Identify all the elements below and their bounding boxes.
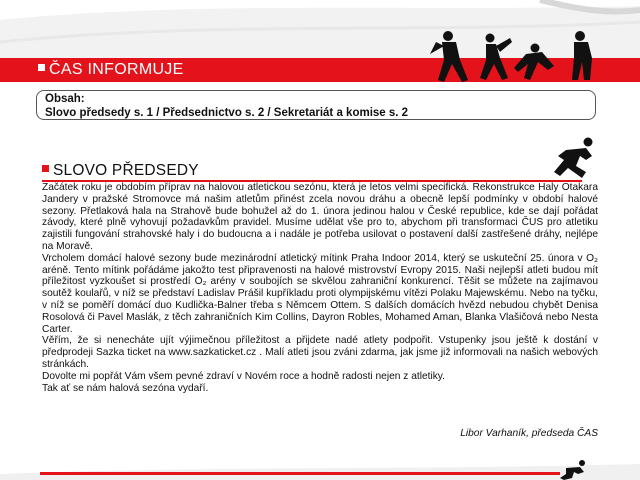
athletes-silhouette-icon xyxy=(430,28,600,84)
toc-label: Obsah: xyxy=(45,93,85,105)
article-paragraph: Tak ať se nám halová sezóna vydaří. xyxy=(42,382,209,394)
article-paragraph: Vrcholem domácí halové sezony bude mezinárodní atletický mítink Praha Indoor 2014, který se uskuteční 25. února v O₂ aréně. Tento mítink pořádáme jakožto test připravenosti na halové mistrovství Evropy 2015. Naši nejlepší atleti budou mít příležitost vyzkoušet si prostředí O₂ arény v soubojích se skvělou zahraniční konkurencí. Těšit se můžete na zajímavou soutěž koulařů, v níž se představí Ladislav Prášil kupříkladu proti olympijskému vítězi Polaku Majewskému. Nebo na tyčku, v níž se poměří domácí duo Kudlička-Balner třeba s Němcem Ottem. S dalších domácích hvězd nebudou chybět Denisa Rosolová či Pavel Maslák, z těch zahraničních Kim Collins, Dayron Robles, Mohamed Aman, Blanka Vlašičová nebo Nesta Carter. xyxy=(42,252,598,335)
page-title-text: ČAS INFORMUJE xyxy=(49,61,184,78)
article-body xyxy=(42,182,598,394)
table-of-contents-box xyxy=(36,90,596,120)
section-heading xyxy=(42,162,199,180)
bullet-square-icon xyxy=(42,165,49,172)
article-paragraph: Dovolte mi popřát Vám všem pevné zdraví v Novém roce a hodně radosti nejen z atletiky. xyxy=(42,370,445,382)
article-paragraph: Věřím, že si nenecháte ujít výjimečnou příležitost a přijdete nadé atlety podpořit. Vstupenky jsou ještě k dostání v předprodeji Sazka ticket na www.sazkaticket.cz . Malí atleti jsou zváni zdarma, jak jsme již informovali na našich webových stránkách. xyxy=(42,335,598,370)
toc-items: Slovo předsedy s. 1 / Předsednictvo s. 2 / Sekretariát a komise s. 2 xyxy=(45,107,409,119)
bottom-decoration xyxy=(0,460,640,480)
article-paragraph: Začátek roku je obdobím příprav na halovou atletickou sezónu, která je letos velmi specifická. Rekonstrukce Haly Otakara Jandery v pražské Stromovce má našim atletům přinést zcela novou dráhu a obecně lepší podmínky v období halové sezony. Přetlaková hala na Strahově bude bohužel až do 1. února jedinou halou v České republice, kde se dají pořádat závody, které plně vyhovují požadavkům pravidel. Musíme udělat vše pro to, abychom při transformaci ČUS pro atletiku zajistili fungování strahovské haly i do budoucna a i nadále je potřeba usilovat o postavení další zastřešené dráhy, nejlépe na Moravě. xyxy=(42,182,598,252)
section-heading-text: SLOVO PŘEDSEDY xyxy=(53,162,199,179)
signature: Libor Varhaník, předseda ČAS xyxy=(460,428,598,439)
page-title xyxy=(38,61,184,79)
runner-icon xyxy=(552,136,600,180)
bullet-square-icon xyxy=(38,64,45,71)
